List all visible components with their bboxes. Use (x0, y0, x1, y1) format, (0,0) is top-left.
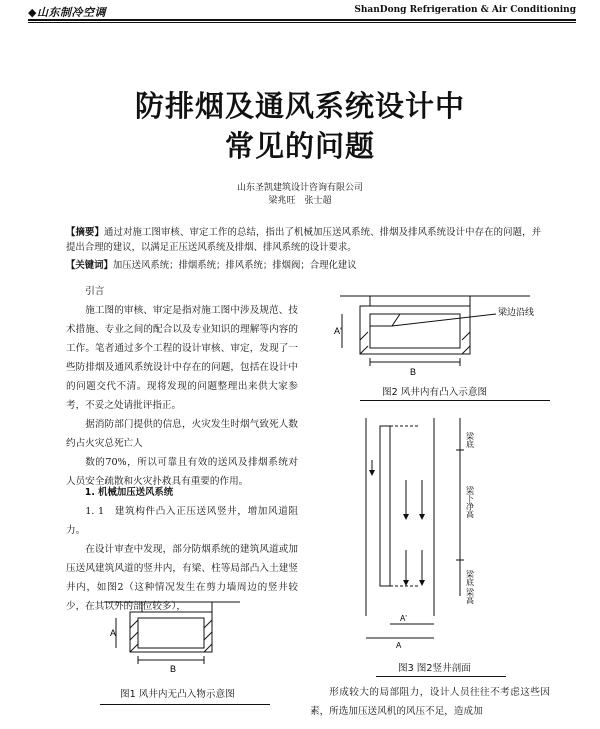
figure3-caption-rule (376, 676, 506, 677)
right-column-text (310, 683, 550, 721)
fig2-dim-b: B (410, 367, 417, 377)
figure1-diagram (90, 590, 250, 680)
article-title-line2: 常见的问题 (224, 129, 375, 163)
fig1-dim-a: A (110, 628, 117, 638)
right-paragraph: 形成较大的局部阻力，设计人员往往不考虑这些因素，所选加压送风机的风压不足，造成加 (310, 687, 550, 717)
fig3-label-beam-height: 梁底 梁高 (465, 570, 475, 604)
keywords-text: 加压送风系统；排烟系统；排风系统；排烟阀；合理化建议 (112, 260, 357, 271)
fig2-dim-a: A' (334, 326, 342, 336)
section1-paragraph: 在设计审查中发现，部分防烟系统的建筑风道或加压送风建筑风道的竖井内，有梁、柱等局部凸入土建竖井内，如图2（这种情况发生在剪力墙周边的竖井较少，在其以外的部位较多）， (66, 544, 298, 612)
fig2-beam-edge-label: 梁边沿线 (498, 307, 535, 317)
header-rule-thin (28, 22, 576, 23)
figure1-caption-rule (100, 704, 270, 705)
abstract-text: 通过对施工图审核、审定工作的总结，指出了机械加压送风系统、排烟及排风系统设计中存在的问题，并提出合理的建议，以满足正压送风系统及排烟、排风系统的设计要求。 (66, 227, 541, 253)
header-rule (28, 19, 576, 21)
journal-english-name: ShanDong Refrigeration & Air Conditioning (354, 5, 576, 15)
section1-heading: 1. 机械加压送风系统 (84, 487, 174, 498)
article-title-line1: 防排烟及通风系统设计中 (134, 89, 465, 123)
figure1-caption: 图1 风井内无凸入物示意图 (120, 689, 235, 700)
authors: 梁兆旺 张士超 (268, 196, 332, 206)
intro-paragraph-3: 数的70%，所以可靠且有效的送风及排烟系统对人员安全疏散和火灾扑救具有重要的作用。 (66, 457, 298, 487)
intro-heading: 引言 (85, 286, 105, 297)
keywords-label: 【关键词】 (66, 260, 113, 271)
figure3-diagram (360, 410, 510, 650)
left-column-upper (66, 282, 298, 491)
fig3-label-clear-height: 梁下净高 (465, 486, 475, 518)
intro-paragraph-1: 施工图的审核、审定是指对施工图中涉及规范、技术措施、专业之间的配合以及专业知识的理解等内容的工作。笔者通过多个工程的设计审核、审定，发现了一些防排烟及通风系统设计中存在的问题，包括在设计中的问题交代不清。现将发现的问题整理出来供大家参考，不妥之处请批评指正。 (66, 305, 298, 411)
fig3-dim-a-prime: A' (400, 614, 407, 623)
affiliation: 山东圣凯建筑设计咨询有限公司 (236, 183, 363, 193)
abstract (66, 225, 541, 255)
keywords (66, 258, 541, 273)
abstract-label: 【摘要】 (66, 227, 105, 238)
fig3-label-beam-bottom: 梁底 (465, 432, 475, 448)
intro-paragraph-2: 据消防部门提供的信息，火灾发生时烟气致死人数约占火灾总死亡人 (66, 419, 298, 449)
figure2-diagram (330, 284, 540, 379)
figure3-caption: 图3 图2竖井剖面 (398, 663, 471, 674)
figure2-caption: 图2 风井内有凸入示意图 (382, 387, 488, 398)
section1-1-heading: 1. 1 建筑构件凸入正压送风竖井，增加风道阻力。 (66, 506, 298, 536)
fig1-dim-b: B (170, 664, 177, 674)
figure2-caption-rule (360, 400, 550, 401)
journal-name: ◆山东制冷空调 (28, 6, 106, 19)
fig3-dim-a: A (396, 641, 402, 650)
